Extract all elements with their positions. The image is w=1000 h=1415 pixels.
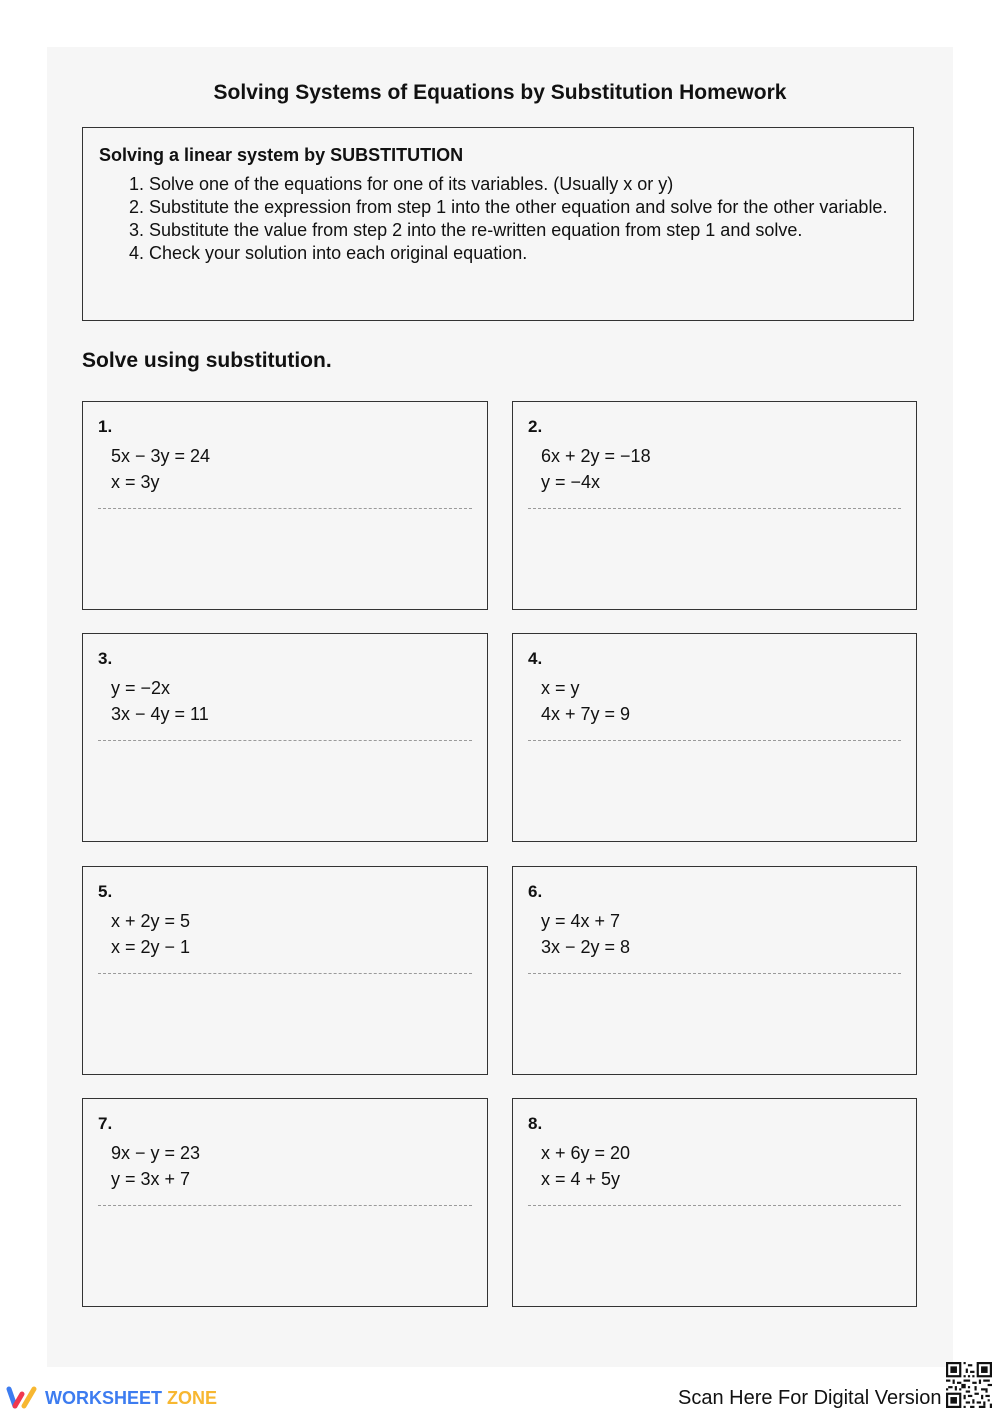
problem-number: 8. [528,1114,543,1133]
problem-box-5 [82,866,488,1075]
problem-box-4 [512,633,917,842]
instructions-steps [99,173,909,265]
equation-2: 4x + 7y = 9 [541,704,631,724]
instructions-box [82,127,914,321]
problem-number: 4. [528,649,543,668]
equation-1: 6x + 2y = −18 [541,446,651,466]
problem-number: 6. [528,882,543,901]
equation-1: x + 6y = 20 [541,1143,631,1163]
worksheet-zone-logo-icon [6,1385,40,1411]
equation-2: 3x − 4y = 11 [111,704,209,724]
problem-number: 2. [528,417,543,436]
equation-1: 5x − 3y = 24 [111,446,211,466]
answer-divider [98,740,472,741]
instruction-step: 4. Check your solution into each original equation. [149,242,909,265]
problem-box-2 [512,401,917,610]
problem-box-1 [82,401,488,610]
instruction-step: 2. Substitute the expression from step 1 into the other equation and solve for the other variable. [149,196,909,219]
worksheet-zone-logo[interactable] [6,1384,217,1412]
instruction-step: 1. Solve one of the equations for one of its variables. (Usually x or y) [149,173,909,196]
brand-name [45,1388,217,1409]
problem-number: 1. [98,417,113,436]
problem-box-8 [512,1098,917,1307]
instruction-step: 3. Substitute the value from step 2 into the re-written equation from step 1 and solve. [149,219,909,242]
equation-1: y = 4x + 7 [541,911,621,931]
equation-1: x = y [541,678,580,698]
problem-number: 3. [98,649,113,668]
answer-divider [528,973,901,974]
equation-2: x = 3y [111,472,160,492]
problem-box-3 [82,633,488,842]
section-title: Solve using substitution. [82,349,332,372]
answer-divider [98,1205,472,1206]
qr-code-icon[interactable] [946,1362,992,1408]
equation-1: x + 2y = 5 [111,911,191,931]
equation-2: y = 3x + 7 [111,1169,191,1189]
equation-2: 3x − 2y = 8 [541,937,631,957]
answer-divider [98,508,472,509]
answer-divider [528,1205,901,1206]
answer-divider [528,508,901,509]
problem-box-7 [82,1098,488,1307]
equation-1: y = −2x [111,678,171,698]
brand-word-worksheet: WORKSHEET [45,1387,162,1408]
instructions-heading: Solving a linear system by SUBSTITUTION [99,145,464,165]
answer-divider [98,973,472,974]
brand-word-zone: ZONE [167,1387,218,1408]
problem-number: 7. [98,1114,113,1133]
equation-2: x = 2y − 1 [111,937,191,957]
equation-2: y = −4x [541,472,601,492]
answer-divider [528,740,901,741]
equation-2: x = 4 + 5y [541,1169,621,1189]
scan-text: Scan Here For Digital Version [678,1387,942,1409]
equation-1: 9x − y = 23 [111,1143,201,1163]
problem-box-6 [512,866,917,1075]
worksheet-title: Solving Systems of Equations by Substitution Homework [213,81,787,104]
problem-number: 5. [98,882,113,901]
